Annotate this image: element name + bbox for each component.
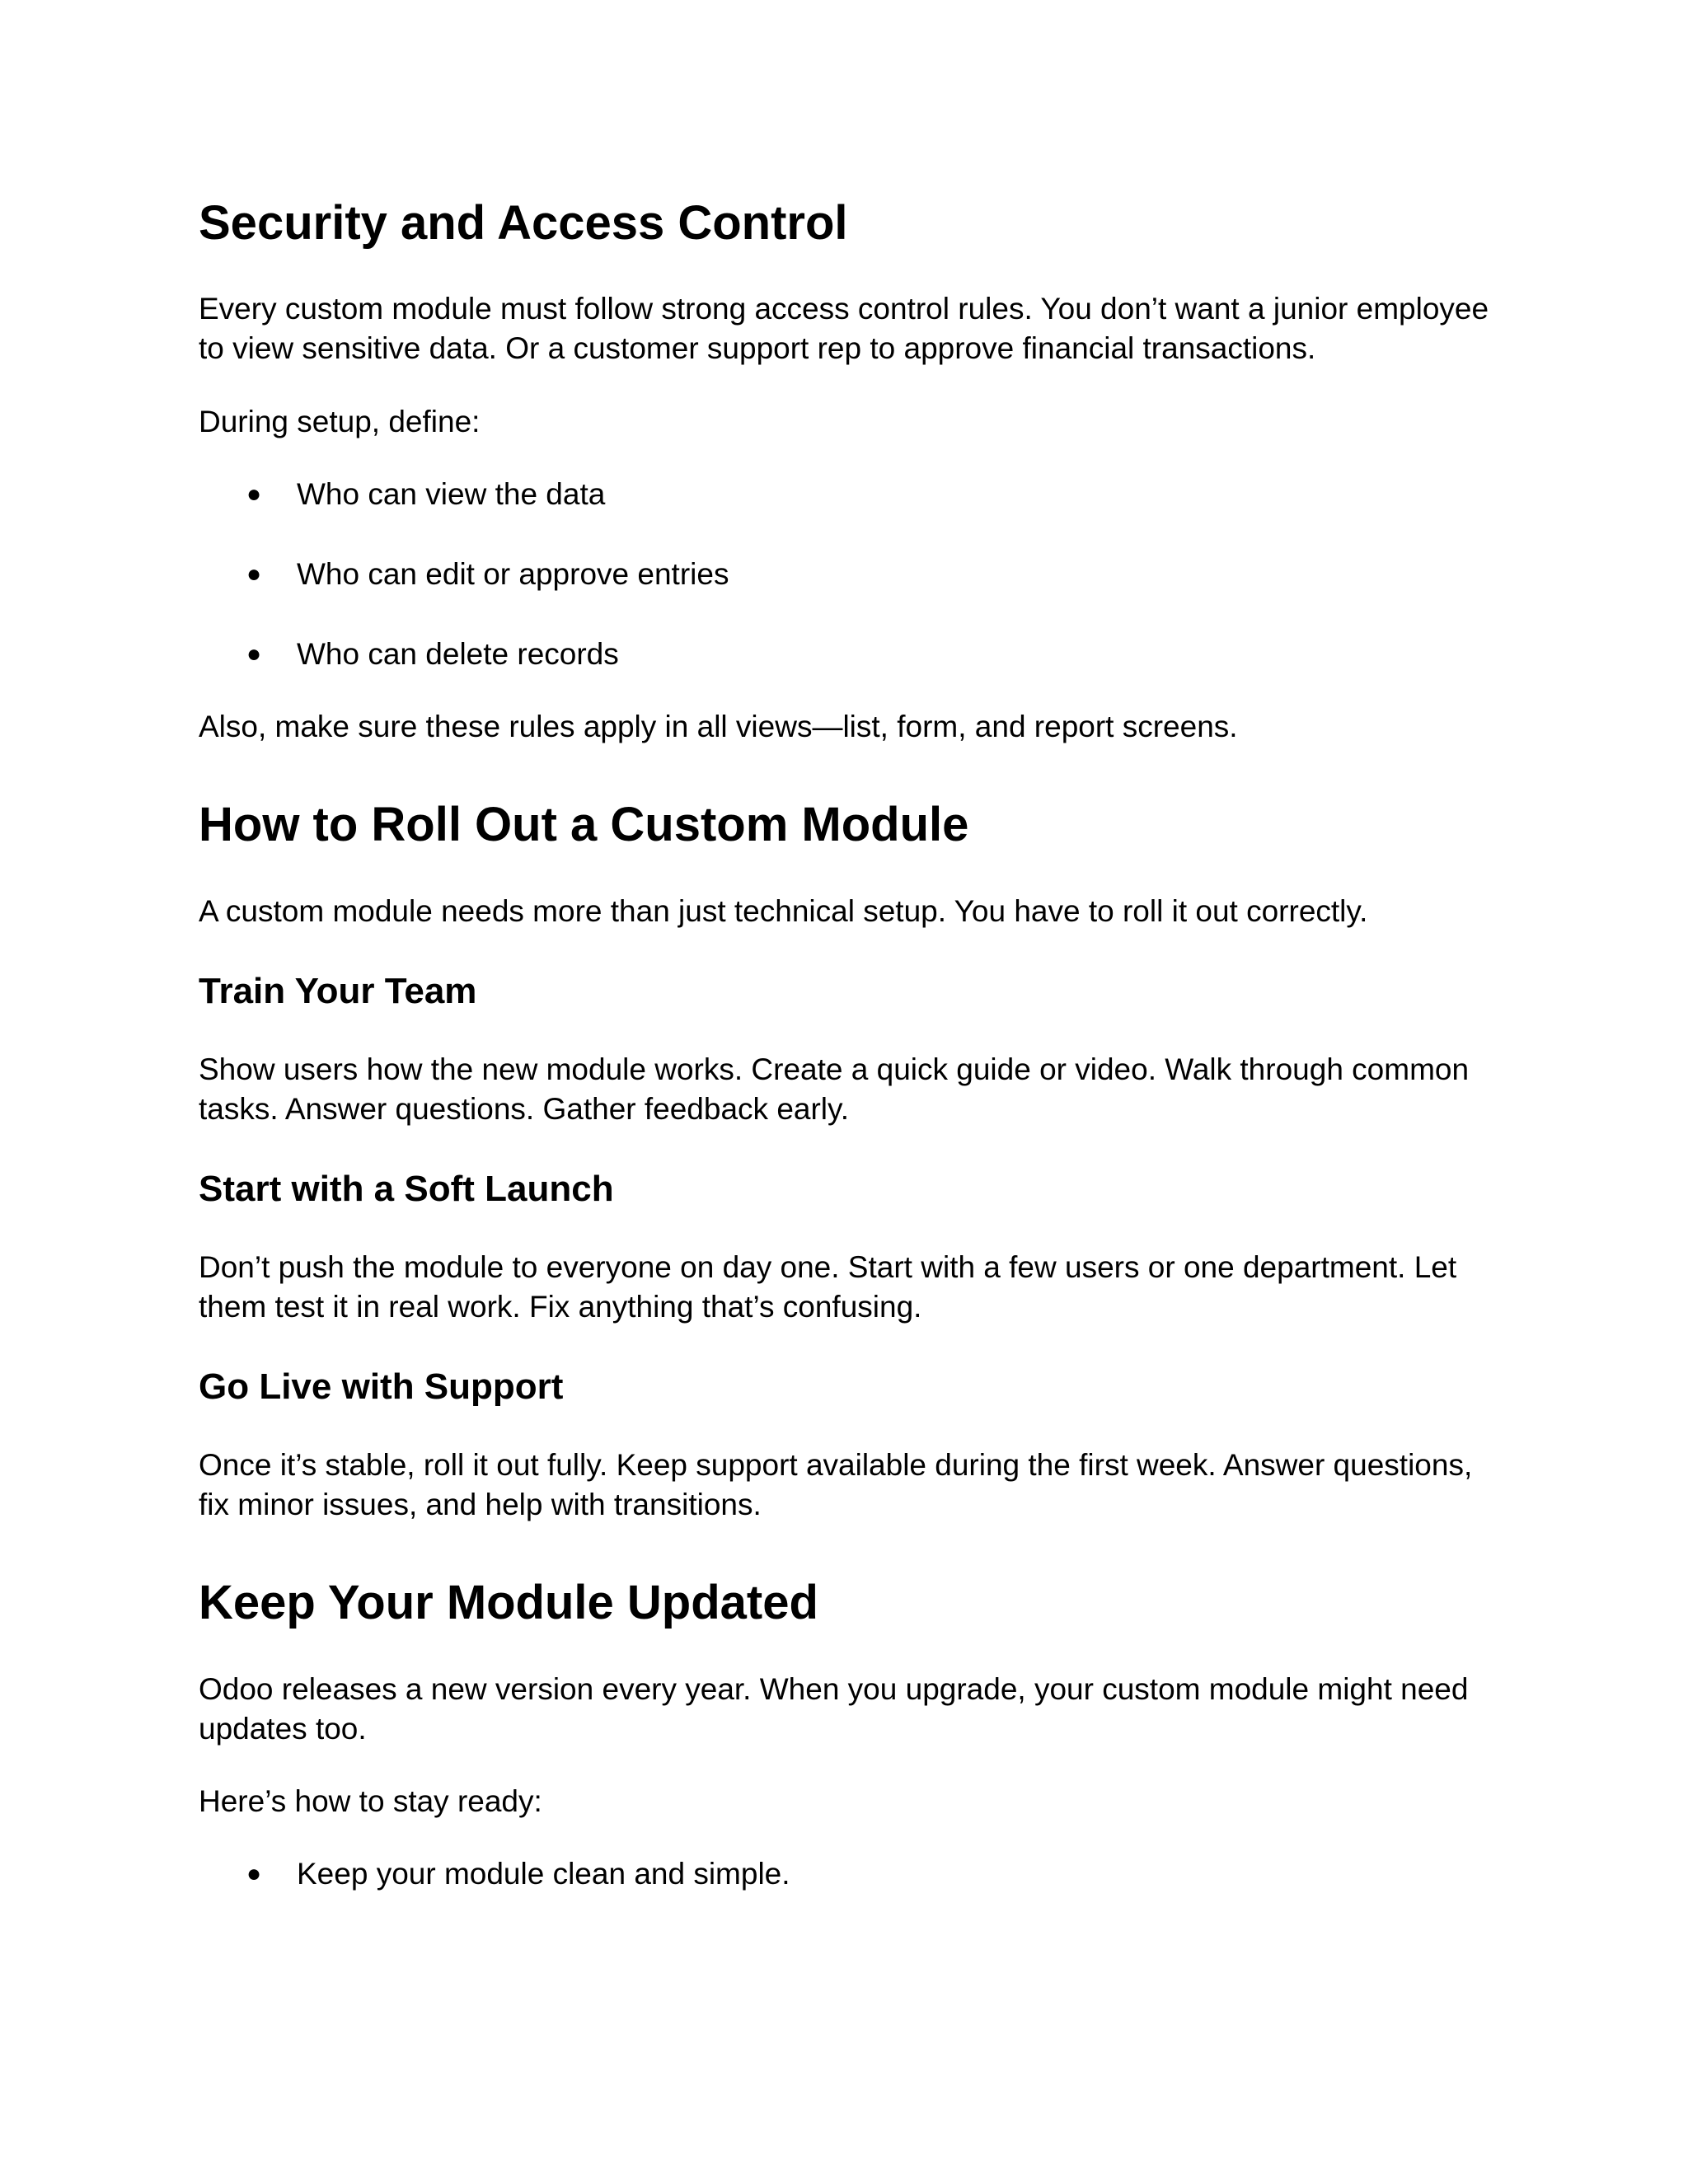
soft-launch-paragraph-line-2: them test it in real work. Fix anything that’s confusing. (199, 1290, 922, 1324)
bullet-icon: ● (246, 480, 262, 508)
train-paragraph-line-1: Show users how the new module works. Create a quick guide or video. Walk through common (199, 1052, 1470, 1086)
list-item-text: Keep your module clean and simple. (297, 1857, 790, 1891)
bullet-icon: ● (246, 1860, 262, 1887)
go-live-paragraph-line-1: Once it’s stable, roll it out fully. Keep support available during the first week. Answer questions, (199, 1448, 1473, 1482)
list-item-text: Who can edit or approve entries (297, 557, 729, 591)
list-item (199, 1854, 1517, 1895)
heading-train-your-team: Train Your Team (199, 971, 477, 1011)
list-item-text: Who can delete records (297, 637, 619, 671)
heading-security-access-control: Security and Access Control (199, 196, 848, 250)
rules-apply-paragraph: Also, make sure these rules apply in all views—list, form, and report screens. (199, 710, 1238, 743)
heading-roll-out-custom-module: How to Roll Out a Custom Module (199, 798, 969, 851)
security-paragraph-line-1: Every custom module must follow strong access control rules. You don’t want a junior employee (199, 292, 1489, 326)
list-item-text: Who can view the data (297, 477, 606, 511)
heading-soft-launch: Start with a Soft Launch (199, 1169, 614, 1209)
list-item (199, 554, 1517, 595)
go-live-paragraph-line-2: fix minor issues, and help with transitions. (199, 1488, 762, 1521)
stay-ready-paragraph: Here’s how to stay ready: (199, 1784, 542, 1818)
train-paragraph-line-2: tasks. Answer questions. Gather feedback early. (199, 1092, 850, 1126)
rollout-intro-paragraph: A custom module needs more than just technical setup. You have to roll it out correctly. (199, 894, 1368, 928)
security-paragraph-line-2: to view sensitive data. Or a customer support rep to approve financial transactions. (199, 331, 1316, 365)
updates-paragraph-line-2: updates too. (199, 1712, 367, 1746)
soft-launch-paragraph-line-1: Don’t push the module to everyone on day one. Start with a few users or one department. Let (199, 1250, 1457, 1284)
setup-define-paragraph: During setup, define: (199, 405, 481, 438)
bullet-icon: ● (246, 640, 262, 668)
list-item (199, 634, 1517, 675)
heading-keep-module-updated: Keep Your Module Updated (199, 1576, 818, 1629)
heading-go-live-support: Go Live with Support (199, 1366, 564, 1407)
list-item (199, 474, 1517, 515)
bullet-icon: ● (246, 560, 262, 588)
updates-paragraph-line-1: Odoo releases a new version every year. When you upgrade, your custom module might need (199, 1672, 1469, 1706)
